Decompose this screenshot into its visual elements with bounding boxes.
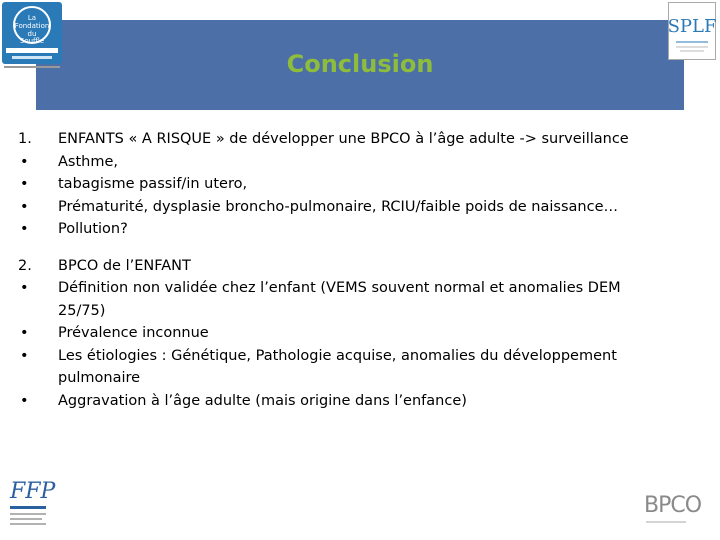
fondation-du-souffle-logo — [2, 2, 62, 64]
bullet: • — [20, 392, 29, 409]
logo-line: du — [27, 30, 37, 38]
list-item — [10, 218, 710, 241]
list-item — [10, 390, 710, 413]
bullet: • — [20, 325, 29, 341]
splf-letters: SPLF — [668, 16, 716, 37]
list-item — [10, 173, 710, 196]
list-item-text: Pollution? — [58, 221, 128, 237]
section-heading-text: ENFANTS « A RISQUE » de développer une BPCO à l’âge adulte -> surveillance — [58, 131, 629, 147]
bullet: • — [20, 176, 29, 192]
section-heading — [10, 255, 710, 278]
ffp-letters: FFP — [10, 479, 56, 504]
logo-line: Fondation — [14, 22, 50, 30]
bullet: • — [20, 347, 29, 364]
splf-logo — [668, 2, 716, 60]
list-item-text: tabagisme passif/in utero, — [58, 176, 248, 192]
ffp-logo — [8, 474, 56, 528]
list-item-text: Aggravation à l’âge adulte (mais origine dans l’enfance) — [58, 392, 467, 409]
list-item — [10, 277, 710, 322]
slide-content — [10, 128, 710, 412]
list-item-text: Définition non validée chez l’enfant (VEMS souvent normal et anomalies DEM 25/75) — [58, 280, 621, 319]
list-item — [10, 322, 710, 345]
logo-line: Souffle — [19, 37, 45, 45]
list-item-text: Asthme, — [58, 153, 119, 170]
section-spacer — [10, 241, 710, 255]
section-number: 1. — [18, 131, 32, 147]
list-item-text: Les étiologies : Génétique, Pathologie acquise, anomalies du développement pulmonaire — [58, 347, 617, 386]
bullet: • — [20, 198, 29, 215]
bullet: • — [20, 153, 29, 170]
logo-line: La — [27, 14, 37, 22]
section-heading-text: BPCO de l’ENFANT — [58, 257, 191, 274]
logo-tagline — [6, 48, 58, 53]
bpco-logo — [640, 488, 716, 530]
bullet: • — [20, 280, 29, 296]
logo-tagline — [12, 56, 52, 59]
section-heading — [10, 128, 710, 151]
list-item-text: Prématurité, dysplasie broncho-pulmonaire, RCIU/faible poids de naissance… — [58, 198, 618, 215]
section-number: 2. — [18, 257, 32, 274]
logo-caption-line — [4, 66, 60, 68]
slide-title: Conclusion — [286, 50, 434, 78]
bullet: • — [20, 221, 29, 237]
list-item-text: Prévalence inconnue — [58, 325, 209, 341]
list-item — [10, 196, 710, 219]
bpco-letters: BPCO — [644, 493, 702, 518]
list-item — [10, 151, 710, 174]
list-item — [10, 345, 710, 390]
